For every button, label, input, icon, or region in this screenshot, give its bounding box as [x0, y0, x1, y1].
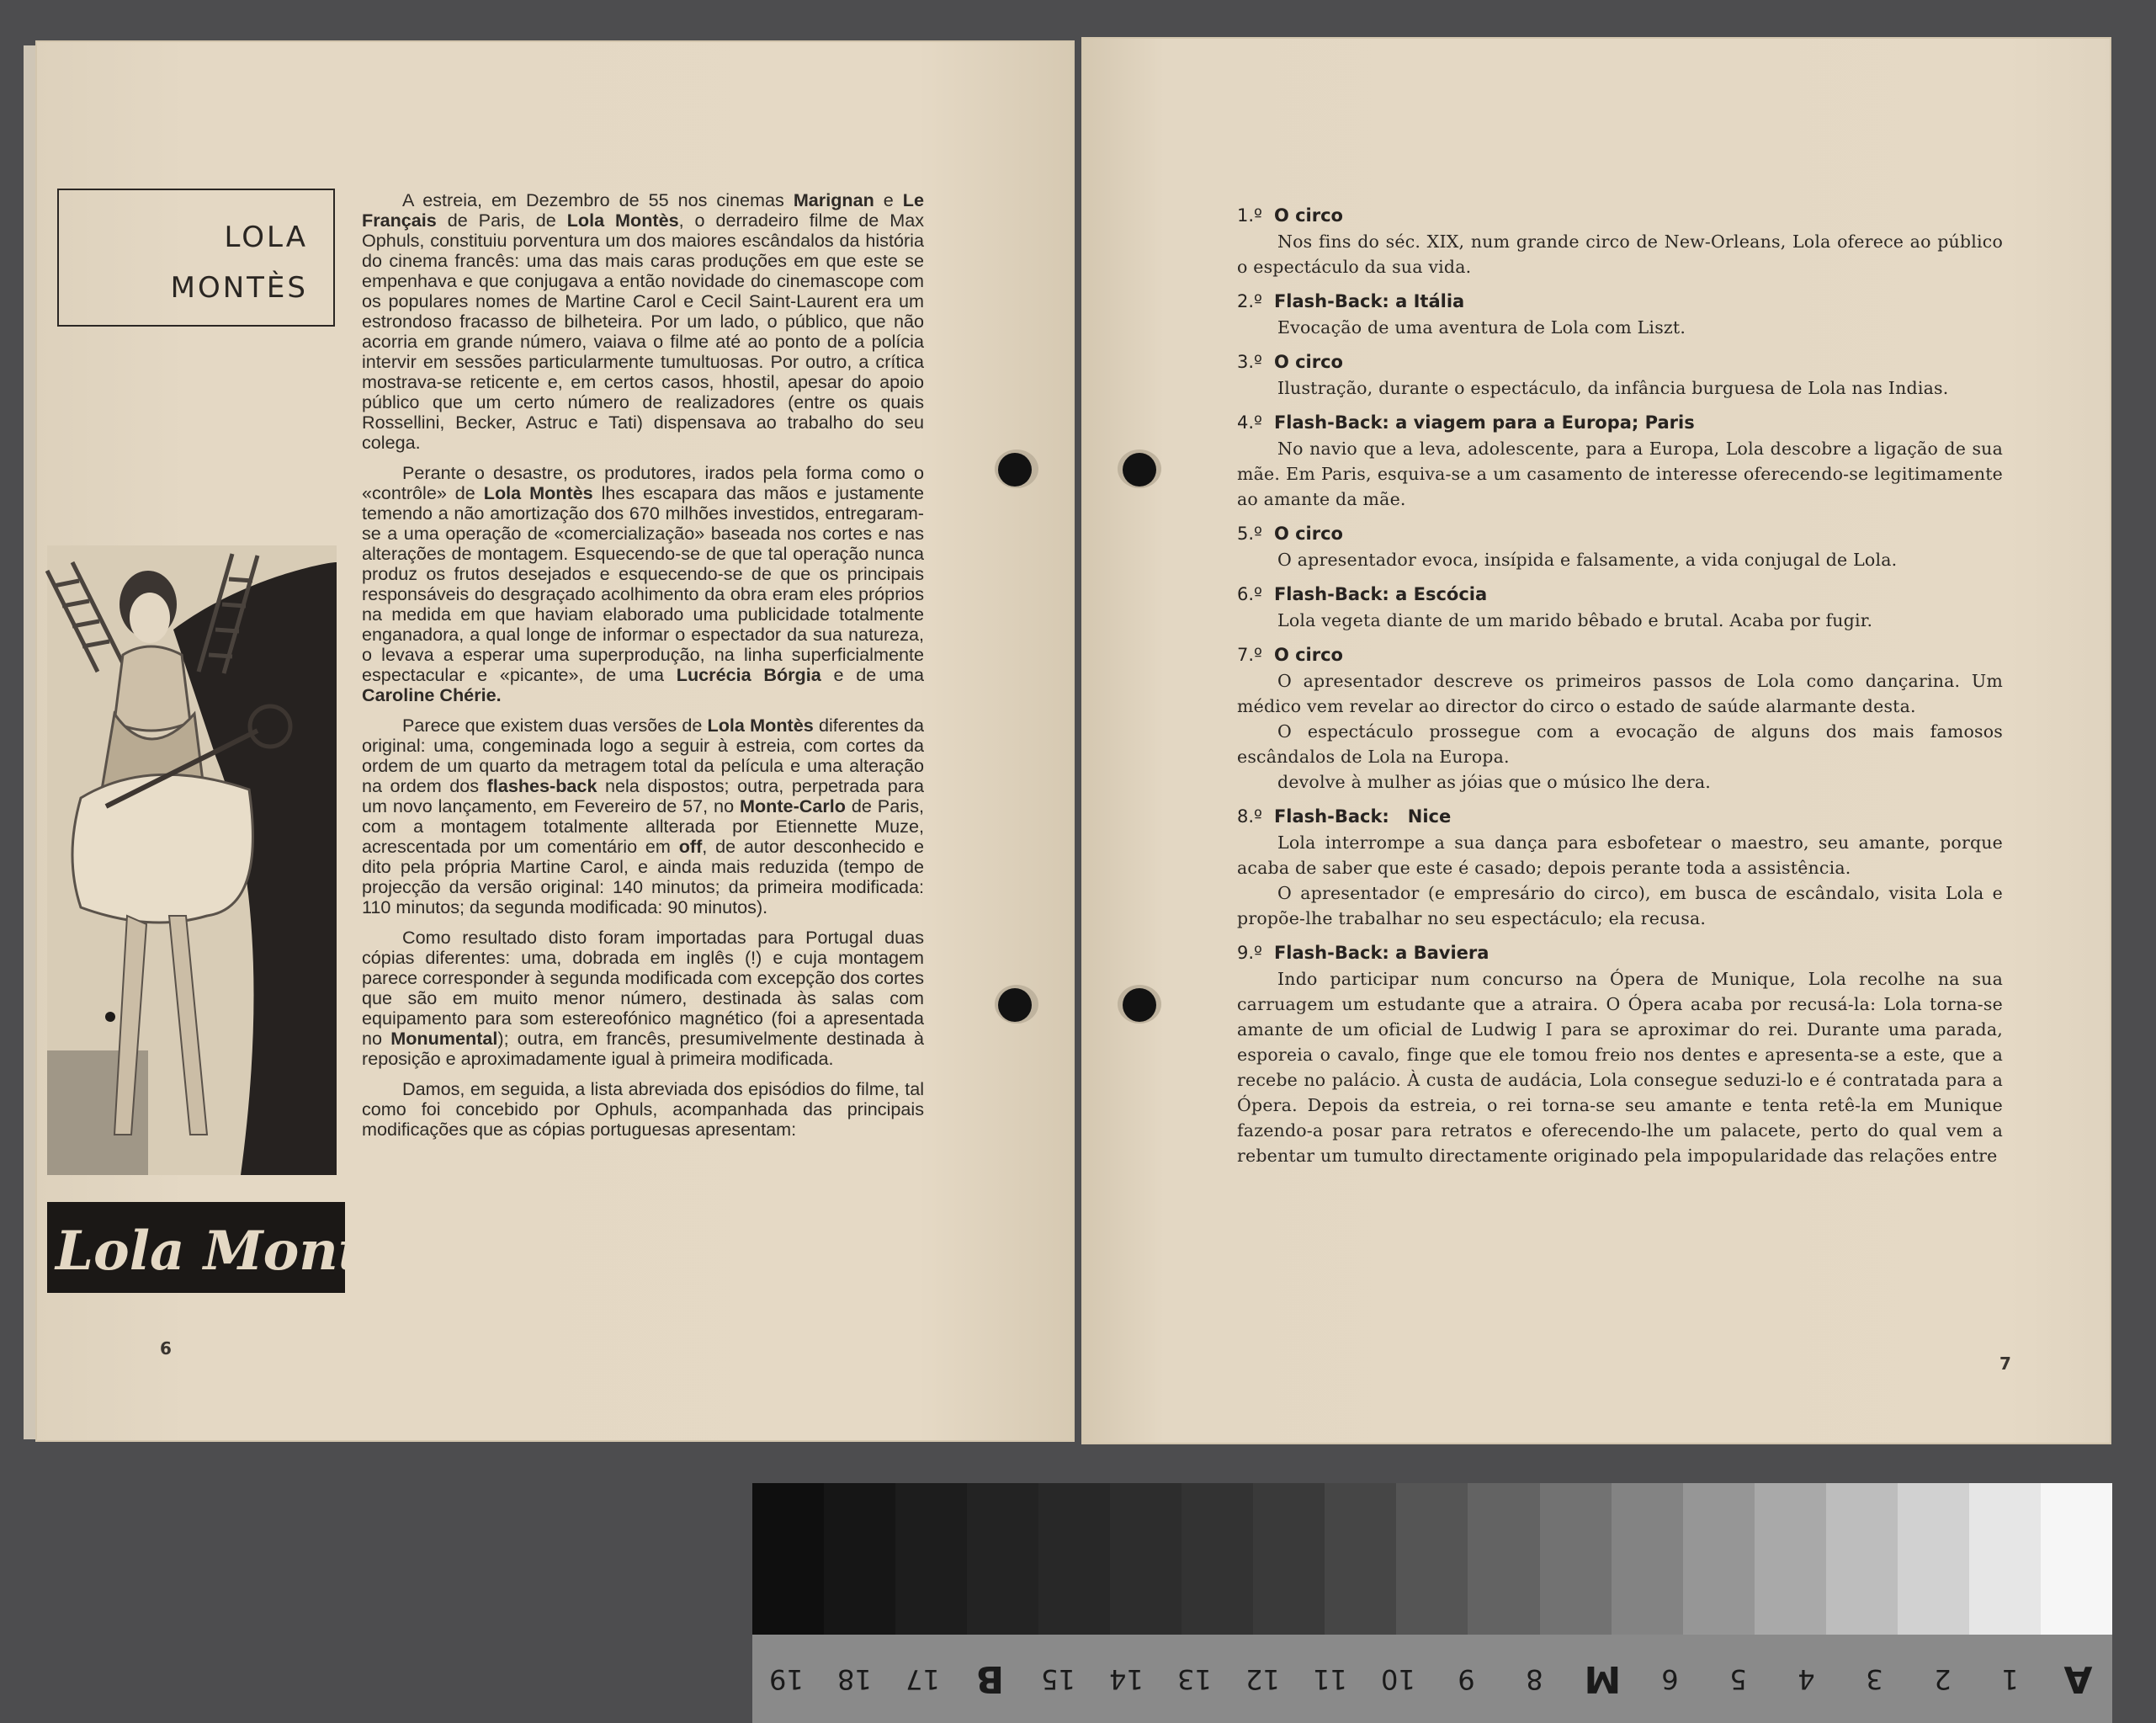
episode-entry: [1237, 803, 2003, 931]
gray-patch: [2041, 1483, 2112, 1635]
episode-entry: [1237, 520, 2003, 572]
episode-description: Ilustração, durante o espectáculo, da infância burguesa de Lola nas Indias.: [1277, 378, 1949, 398]
ruler-label: 1: [2001, 1663, 2019, 1695]
emphasis-text: Marignan: [793, 189, 874, 210]
gray-patch: [1683, 1483, 1755, 1635]
episode-description: Lola vegeta diante de um marido bêbado e brutal. Acaba por fugir.: [1277, 610, 1873, 630]
episode-heading: [1237, 348, 2003, 375]
episode-heading: [1237, 288, 2003, 315]
text-run: e de uma: [820, 664, 924, 685]
binding-hole: [1123, 988, 1156, 1022]
episode-entry: [1237, 581, 2003, 633]
episode-title: O circo: [1273, 205, 1343, 226]
episode-description: O espectáculo prossegue com a evocação de alguns dos mais famosos escândalos de Lola na Europa.: [1237, 721, 2003, 767]
episode-number: 7.º: [1237, 645, 1262, 665]
emphasis-text: off: [678, 836, 703, 857]
page-number-right: 7: [1999, 1353, 2011, 1374]
gray-patch: [1540, 1483, 1612, 1635]
emphasis-text: Monte-Carlo: [740, 795, 846, 816]
text-run: Damos, em seguida, a lista abreviada dos episódios do filme, tal como foi concebido por Ophuls, acompanhada das principais modificações que as cópias portuguesas apresentam:: [362, 1078, 924, 1140]
episode-entry: [1237, 348, 2003, 401]
text-run: , o derradeiro filme de Max Ophuls, constituiu porventura um dos maiores escândalos da história do cinema francês: uma das mais caras produções em que este se empenhava e que conjugava a então novidade do cinemascope com os populares nomes de Martine Carol e Cecil Saint-Laurent era um estrondoso fracasso de bilheteira. Por um lado, o público, que não acorria em grande número, vaiava o filme até ao ponto de a polícia intervir em sessões particularmente tumultuosas. Por outro, a crítica mostrava-se reticente e, em certos casos, hhostil, apesar do apoio público que um certo número de realizadores (entre os quais Rossellini, Becker, Astruc e Tati) dispensava ao trabalho do seu colega.: [362, 210, 925, 453]
episode-entry: [1237, 409, 2003, 512]
episode-heading: [1237, 202, 2003, 229]
emphasis-text: flashes-back: [486, 775, 597, 796]
title-line-1: LOLA: [224, 221, 308, 254]
episode-title: Flash-Back: a viagem para a Europa; Paris: [1273, 412, 1695, 433]
ruler-label: 12: [1245, 1663, 1280, 1695]
ruler-label: 15: [1041, 1663, 1075, 1695]
episode-heading: [1237, 581, 2003, 608]
episode-description: Evocação de uma aventura de Lola com Liszt.: [1277, 317, 1686, 338]
episode-number: 5.º: [1237, 524, 1262, 544]
gray-patch: [1969, 1483, 2041, 1635]
text-run: lhes escapara das mãos e justamente temendo a não amortização dos 670 milhões investidos, entregaram-se a uma operação de «comercialização» baseada nos cortes e nas alterações de montagem. Esquecendo-se de que tal operação nunca produz os frutos desejados e esquecendo-se de que os principais responsáveis do desgraçado acolhimento da obra eram eles próprios na medida em que haviam elaborado uma publicidade totalmente enganadora, a qual longe de informar o espectador da sua natureza, o levava a esperar uma superprodução, na linha superficialmente espectacular e «picante», de uma: [362, 482, 925, 685]
ruler-label: 8: [1525, 1663, 1543, 1695]
ruler-label: 6: [1661, 1663, 1679, 1695]
episode-heading: [1237, 939, 2003, 966]
text-run: Perante o desastre, os produtores, irados pela forma como o «contrôle» de: [362, 462, 924, 503]
ruler-label: 2: [1933, 1663, 1952, 1695]
gray-patch: [1898, 1483, 1969, 1635]
gray-patch: [1038, 1483, 1110, 1635]
episode-entry: [1237, 202, 2003, 279]
article-paragraph: [362, 190, 924, 453]
ruler-label: 18: [836, 1663, 872, 1695]
binding-hole: [998, 988, 1032, 1022]
text-run: , de autor desconhecido e dito pela própria Martine Carol, e ainda mais reduzida (tempo de projecção da versão original: 140 minutos; da primeira modificada: 110 minutos; da segunda modificada: 90 minutos).: [362, 836, 924, 917]
title-box: [57, 189, 335, 327]
gray-patch: [1253, 1483, 1325, 1635]
episode-description: Lola interrompe a sua dança para esbofetear o maestro, seu amante, porque acaba de saber que este é casado; depois perante toda a assistência.: [1237, 832, 2003, 878]
ruler-label: 3: [1865, 1663, 1883, 1695]
text-run: Parece que existem duas versões de: [402, 715, 708, 736]
gray-patch: [1612, 1483, 1683, 1635]
emphasis-text: Lucrécia Bórgia: [676, 664, 821, 685]
article-paragraph: [362, 715, 924, 917]
ruler-label: 13: [1176, 1663, 1212, 1695]
emphasis-text: Lola Montès: [483, 482, 593, 503]
ruler-label: A: [2063, 1657, 2093, 1700]
underlying-sheet-edge: [24, 45, 35, 1439]
gray-patch: [1325, 1483, 1396, 1635]
episode-description: No navio que a leva, adolescente, para a Europa, Lola descobre a ligação de sua mãe. Em Paris, esquiva-se a um casamento de interesse oferecendo-se legitimamente ao amante da mãe.: [1237, 439, 2003, 509]
episode-title: Flash-Back: a Itália: [1273, 291, 1465, 311]
gray-patch: [967, 1483, 1038, 1635]
episode-title: O circo: [1273, 352, 1343, 372]
text-run: diferentes da original: uma, congeminada logo a seguir à estreia, com cortes da ordem de um quarto da metragem total da película e uma alteração na ordem dos: [362, 715, 924, 796]
episode-number: 9.º: [1237, 943, 1262, 963]
film-logo-text: Lola Montès: [56, 1220, 428, 1283]
ruler-label: 17: [905, 1663, 940, 1695]
actress-photo: [47, 545, 337, 1175]
episode-heading: [1237, 641, 2003, 668]
episode-description: Nos fins do séc. XIX, num grande circo de New-Orleans, Lola oferece ao público o espectáculo da sua vida.: [1237, 231, 2003, 277]
grayscale-patches: [752, 1483, 2112, 1635]
color-calibration-strip: [752, 1483, 2112, 1723]
episode-entry: [1237, 641, 2003, 795]
text-run: Como resultado disto foram importadas para Portugal duas cópias diferentes: uma, dobrada em inglês (!) e cuja montagem parece corresponder à segunda modificada com excepção dos cortes que são em muito menor número, destinada às salas com equipamento para som estereofónico magnético (foi a apresentada no: [362, 927, 924, 1049]
episode-description: O apresentador evoca, insípida e falsamente, a vida conjugal de Lola.: [1277, 550, 1898, 570]
text-run: ); outra, em francês, presumivelmente destinada à reposição e aproximadamente igual à primeira modificada.: [362, 1028, 924, 1069]
text-run: A estreia, em Dezembro de 55 nos cinemas: [402, 189, 794, 210]
episode-number: 4.º: [1237, 412, 1262, 433]
episode-title: O circo: [1273, 645, 1343, 665]
gray-patch: [1755, 1483, 1826, 1635]
ruler-label: 9: [1458, 1663, 1475, 1695]
binding-hole: [998, 453, 1032, 487]
episode-number: 1.º: [1237, 205, 1262, 226]
article-paragraph: [362, 463, 924, 705]
episode-number: 8.º: [1237, 806, 1262, 827]
article-body: [362, 190, 924, 1150]
ruler-label: 14: [1109, 1663, 1144, 1695]
episode-description: Indo participar num concurso na Ópera de Munique, Lola recolhe na sua carruagem um estudante que a atraira. O Ópera acaba por recusá-la: Lola torna-se amante de um oficial de Ludwig I para se aproximar do rei. Durante uma parada, esporeia o cavalo, finge que ele tomou freio nos dentes e apresenta-se a este, que a recebe no palácio. À custa de audácia, Lola consegue seduzi-lo e é contratada para a Ópera. Depois da estreia, o rei torna-se seu amante e tenta retê-la em Munique fazendo-a posar para retratos e oferecendo-lhe um palacete, perto do qual vem a rebentar um tumulto directamente originado pela impopularidade das relações entre: [1237, 969, 2003, 1166]
emphasis-text: Caroline Chérie.: [362, 684, 502, 705]
ruler-label: 10: [1381, 1663, 1415, 1695]
episode-title: Flash-Back: a Baviera: [1273, 943, 1490, 963]
episode-title: Flash-Back: Nice: [1273, 806, 1452, 827]
gray-patch: [1826, 1483, 1898, 1635]
gray-patch: [1110, 1483, 1182, 1635]
binding-hole: [1123, 453, 1156, 487]
article-paragraph: [362, 1079, 924, 1140]
episode-list: [1237, 202, 2003, 1177]
text-run: nela dispostos; outra, perpetrada para um novo lançamento, em Fevereiro de 57, no: [362, 775, 925, 816]
ruler-label: 5: [1729, 1663, 1747, 1695]
gray-patch: [824, 1483, 895, 1635]
episode-heading: [1237, 520, 2003, 547]
episode-title: O circo: [1273, 524, 1343, 544]
episode-heading: [1237, 409, 2003, 436]
gray-patch: [1468, 1483, 1539, 1635]
ruler-label: 4: [1798, 1663, 1815, 1695]
ruler-label: 19: [769, 1663, 804, 1695]
emphasis-text: Lola Montès: [707, 715, 814, 736]
article-paragraph: [362, 928, 924, 1069]
ruler: [752, 1635, 2112, 1723]
episode-entry: [1237, 288, 2003, 340]
emphasis-text: Lola Montès: [566, 210, 679, 231]
text-run: de Paris, de: [436, 210, 567, 231]
episode-entry: [1237, 939, 2003, 1168]
episode-title: Flash-Back: a Escócia: [1273, 584, 1488, 604]
emphasis-text: Le Français: [362, 189, 924, 231]
text-run: e: [874, 189, 903, 210]
episode-description: O apresentador (e empresário do circo), em busca de escândalo, visita Lola e propõe-lhe trabalhar no seu espectáculo; ela recusa.: [1237, 883, 2003, 928]
episode-description: O apresentador descreve os primeiros passos de Lola como dançarina. Um médico vem revelar ao director do circo o estado de saúde alarmante desta.: [1237, 671, 2003, 716]
emphasis-text: Monumental: [390, 1028, 498, 1049]
text-run: de Paris, com a montagem totalmente allterada por Etiennette Muze, acrescentada por um comentário em: [362, 795, 925, 857]
gray-patch: [895, 1483, 967, 1635]
episode-number: 3.º: [1237, 352, 1262, 372]
gray-patch: [752, 1483, 824, 1635]
title-line-2: MONTÈS: [170, 271, 308, 305]
ruler-label: B: [976, 1657, 1005, 1700]
episode-number: 2.º: [1237, 291, 1262, 311]
gray-patch: [1396, 1483, 1468, 1635]
page-number-left: 6: [160, 1338, 172, 1359]
ruler-label: 11: [1313, 1663, 1348, 1695]
film-logo: [47, 1202, 428, 1293]
episode-heading: [1237, 803, 2003, 830]
gray-patch: [1182, 1483, 1253, 1635]
episode-number: 6.º: [1237, 584, 1262, 604]
episode-description: devolve à mulher as jóias que o músico lhe dera.: [1277, 772, 1712, 792]
ruler-label: M: [1584, 1657, 1621, 1700]
